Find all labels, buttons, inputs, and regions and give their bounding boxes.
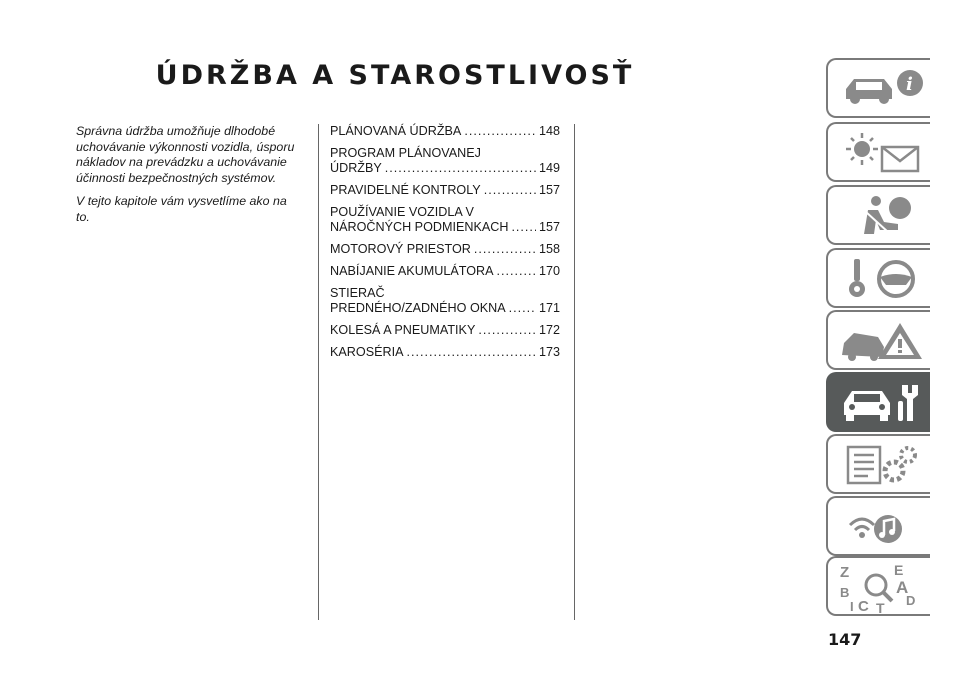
- spec-sheet-gears-icon: [838, 441, 928, 489]
- toc-entry-page: 173: [538, 345, 560, 359]
- toc-entry-label: KAROSÉRIA: [330, 345, 404, 359]
- toc-entry-page: 148: [538, 124, 560, 138]
- index-letter: C: [858, 598, 869, 615]
- chapter-tab-emergency[interactable]: [826, 310, 930, 370]
- toc-leader-dots: [511, 220, 536, 235]
- toc-entry-label-line: STIERAČ: [330, 286, 385, 300]
- index-letter: Z: [840, 564, 850, 581]
- seat-airbag-icon: [838, 192, 928, 240]
- toc-entry[interactable]: [330, 286, 560, 316]
- index-letter: D: [906, 593, 916, 608]
- multimedia-music-icon: [838, 503, 928, 551]
- toc-entry-page: 157: [538, 220, 560, 234]
- toc-entry-label: NABÍJANIE AKUMULÁTORA: [330, 264, 494, 278]
- toc-leader-dots: [478, 323, 536, 338]
- toc-entry[interactable]: [330, 323, 560, 338]
- chapter-tab-safety[interactable]: [826, 185, 930, 245]
- key-steering-wheel-icon: [838, 255, 928, 303]
- toc-entry[interactable]: [330, 124, 560, 139]
- chapter-tab-maintenance[interactable]: [826, 372, 930, 432]
- toc-entry[interactable]: [330, 183, 560, 198]
- index-letter: B: [840, 585, 850, 600]
- chapter-tab-warning-lights[interactable]: [826, 122, 930, 182]
- toc-leader-dots: [509, 301, 536, 316]
- toc-entry-label: NÁROČNÝCH PODMIENKACH: [330, 220, 509, 234]
- toc-entry[interactable]: [330, 242, 560, 257]
- index-letter: A: [896, 578, 909, 597]
- chapter-tab-starting-driving[interactable]: [826, 248, 930, 308]
- toc-leader-dots: [484, 183, 536, 198]
- toc-entry-page: 158: [538, 242, 560, 256]
- toc-leader-dots: [406, 345, 536, 360]
- chapter-tab-car-info[interactable]: [826, 58, 930, 118]
- toc-entry[interactable]: [330, 205, 560, 235]
- toc-entry-page: 170: [538, 264, 560, 278]
- column-divider: [318, 124, 319, 620]
- intro-paragraph: Správna údržba umožňuje dlhodobé uchovávanie výkonnosti vozidla, úsporu nákladov na prevádzku a uchovávanie účinnosti bezpečnostných systémov.: [76, 124, 295, 185]
- toc-entry-label: KOLESÁ A PNEUMATIKY: [330, 323, 476, 337]
- column-divider: [574, 124, 575, 620]
- toc-entry[interactable]: [330, 345, 560, 360]
- toc-entry-page: 172: [538, 323, 560, 337]
- toc-entry-page: 171: [538, 301, 560, 315]
- toc-entry-label: PLÁNOVANÁ ÚDRŽBA: [330, 124, 462, 138]
- chapter-tab-technical-data[interactable]: [826, 434, 930, 494]
- chapter-tab-alphabetical-index[interactable]: [826, 556, 930, 616]
- toc-entry-label: PRAVIDELNÉ KONTROLY: [330, 183, 481, 197]
- toc-entry-label: PREDNÉHO/ZADNÉHO OKNA: [330, 301, 506, 315]
- toc-leader-dots: [474, 242, 536, 257]
- toc-entry[interactable]: [330, 146, 560, 176]
- chapter-tab-multimedia[interactable]: [826, 496, 930, 556]
- index-letter: E: [894, 563, 904, 578]
- toc-entry-label-line: PROGRAM PLÁNOVANEJ: [330, 146, 481, 160]
- toc-entry-label-line: POUŽÍVANIE VOZIDLA V: [330, 205, 474, 219]
- car-info-icon: [838, 65, 928, 113]
- warning-lights-message-icon: [838, 129, 928, 177]
- table-of-contents: [330, 124, 560, 367]
- alphabetical-index-magnifier-icon: [838, 563, 928, 615]
- intro-paragraph: V tejto kapitole vám vysvetlíme ako na to.: [76, 194, 287, 224]
- toc-entry-label: MOTOROVÝ PRIESTOR: [330, 242, 471, 256]
- page-number: 147: [828, 630, 862, 649]
- toc-leader-dots: [497, 264, 536, 279]
- toc-entry-page: 157: [538, 183, 560, 197]
- toc-entry-label: ÚDRŽBY: [330, 161, 382, 175]
- toc-leader-dots: [464, 124, 536, 139]
- car-accident-warning-icon: [838, 317, 928, 365]
- toc-entry[interactable]: [330, 264, 560, 279]
- index-letter: I: [850, 599, 854, 614]
- toc-leader-dots: [385, 161, 536, 176]
- index-letter: T: [876, 600, 885, 615]
- chapter-intro: [76, 124, 298, 233]
- svg-text:i: i: [906, 74, 913, 95]
- page-title: ÚDRŽBA A STAROSTLIVOSŤ: [155, 60, 635, 91]
- toc-entry-page: 149: [538, 161, 560, 175]
- car-wrench-maintenance-icon: [838, 379, 928, 427]
